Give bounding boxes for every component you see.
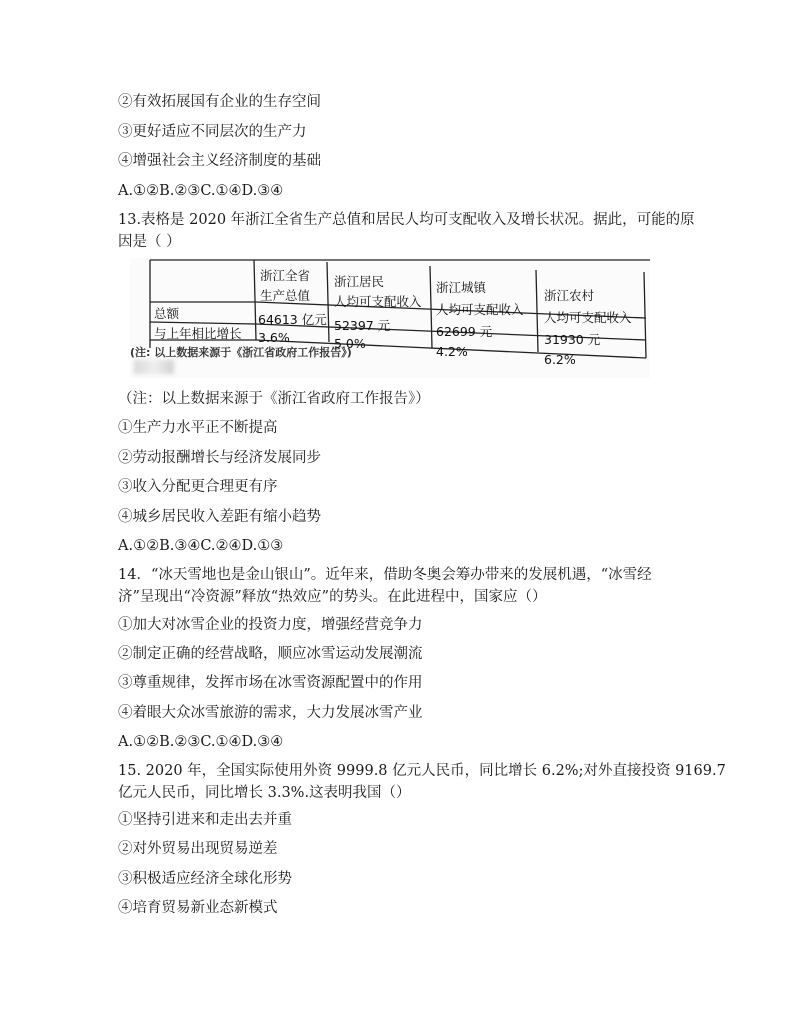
q15-option-3: ③积极适应经济全球化形势 [118, 871, 292, 887]
col3-header-2: 人均可支配收入 [436, 302, 524, 317]
col4-header-2: 人均可支配收入 [544, 310, 632, 325]
q13-option-1: ①生产力水平正不断提高 [118, 420, 278, 436]
col2-header-2: 人均可支配收入 [334, 294, 422, 309]
col3-total: 62699 元 [436, 324, 493, 339]
q14-option-3: ③尊重规律，发挥市场在冰雪资源配置中的作用 [118, 675, 423, 691]
scan-source-note: (注: 以上数据来源于《浙江省政府工作报告》) [130, 346, 352, 359]
option-4-line: ④增强社会主义经济制度的基础 [118, 153, 321, 169]
q13-option-4: ④城乡居民收入差距有缩小趋势 [118, 509, 321, 525]
q15-option-1: ①坚持引进来和走出去并重 [118, 812, 292, 828]
q13-option-3: ③收入分配更合理更有序 [118, 479, 278, 495]
row-label-total: 总额 [154, 306, 180, 321]
question-13-line2: 因是（ ） [118, 234, 181, 250]
option-3-line: ③更好适应不同层次的生产力 [118, 124, 307, 140]
col2-total: 52397 元 [334, 318, 391, 333]
blurred-watermark [134, 360, 174, 374]
scanned-table-image [130, 258, 650, 378]
answer-choices-12: A.①②B.②③C.①④D.③④ [118, 183, 284, 199]
q15-option-2: ②对外贸易出现贸易逆差 [118, 841, 278, 857]
col1-header-1: 浙江全省 [260, 268, 311, 283]
question-14-line1: 14．“冰天雪地也是金山银山”。近年来，借助冬奥会筹办带来的发展机遇，“冰雪经 [118, 567, 652, 583]
col4-growth: 6.2% [544, 352, 576, 367]
q14-option-2: ②制定正确的经营战略，顺应冰雪运动发展潮流 [118, 646, 423, 662]
question-15-line2: 亿元人民币，同比增长 3.3%.这表明我国（） [118, 785, 411, 801]
col1-header-2: 生产总值 [260, 288, 311, 303]
option-2-line: ②有效拓展国有企业的生存空间 [118, 94, 321, 110]
q15-option-4: ④培育贸易新业态新模式 [118, 900, 278, 916]
col1-growth: 3.6% [258, 330, 290, 345]
answer-choices-13: A.①②B.③④C.②④D.①③ [118, 538, 284, 554]
col4-header-1: 浙江农村 [544, 288, 595, 303]
col3-growth: 4.2% [436, 344, 468, 359]
q14-option-4: ④着眼大众冰雪旅游的需求，大力发展冰雪产业 [118, 705, 423, 721]
col2-header-1: 浙江居民 [334, 274, 385, 289]
col1-total: 64613 亿元 [258, 312, 327, 327]
q14-option-1: ①加大对冰雪企业的投资力度，增强经营竞争力 [118, 617, 423, 633]
col3-header-1: 浙江城镇 [436, 280, 487, 295]
question-14-line2: 济”呈现出“冷资源”释放“热效应”的势头。在此进程中，国家应（） [118, 589, 547, 605]
source-note: （注：以上数据来源于《浙江省政府工作报告》） [118, 391, 430, 407]
question-13-line1: 13.表格是 2020 年浙江全省生产总值和居民人均可支配收入及增长状况。据此，可能的原 [118, 212, 695, 228]
row-label-growth: 与上年相比增长 [154, 326, 242, 341]
answer-choices-14: A.①②B.②③C.①④D.③④ [118, 734, 284, 750]
q13-option-2: ②劳动报酬增长与经济发展同步 [118, 450, 321, 466]
col4-total: 31930 元 [544, 332, 601, 347]
col2-growth: 5.0% [334, 336, 366, 351]
question-15-line1: 15. 2020 年，全国实际使用外资 9999.8 亿元人民币，同比增长 6.2%;对外直接投资 9169.7 [118, 763, 726, 779]
